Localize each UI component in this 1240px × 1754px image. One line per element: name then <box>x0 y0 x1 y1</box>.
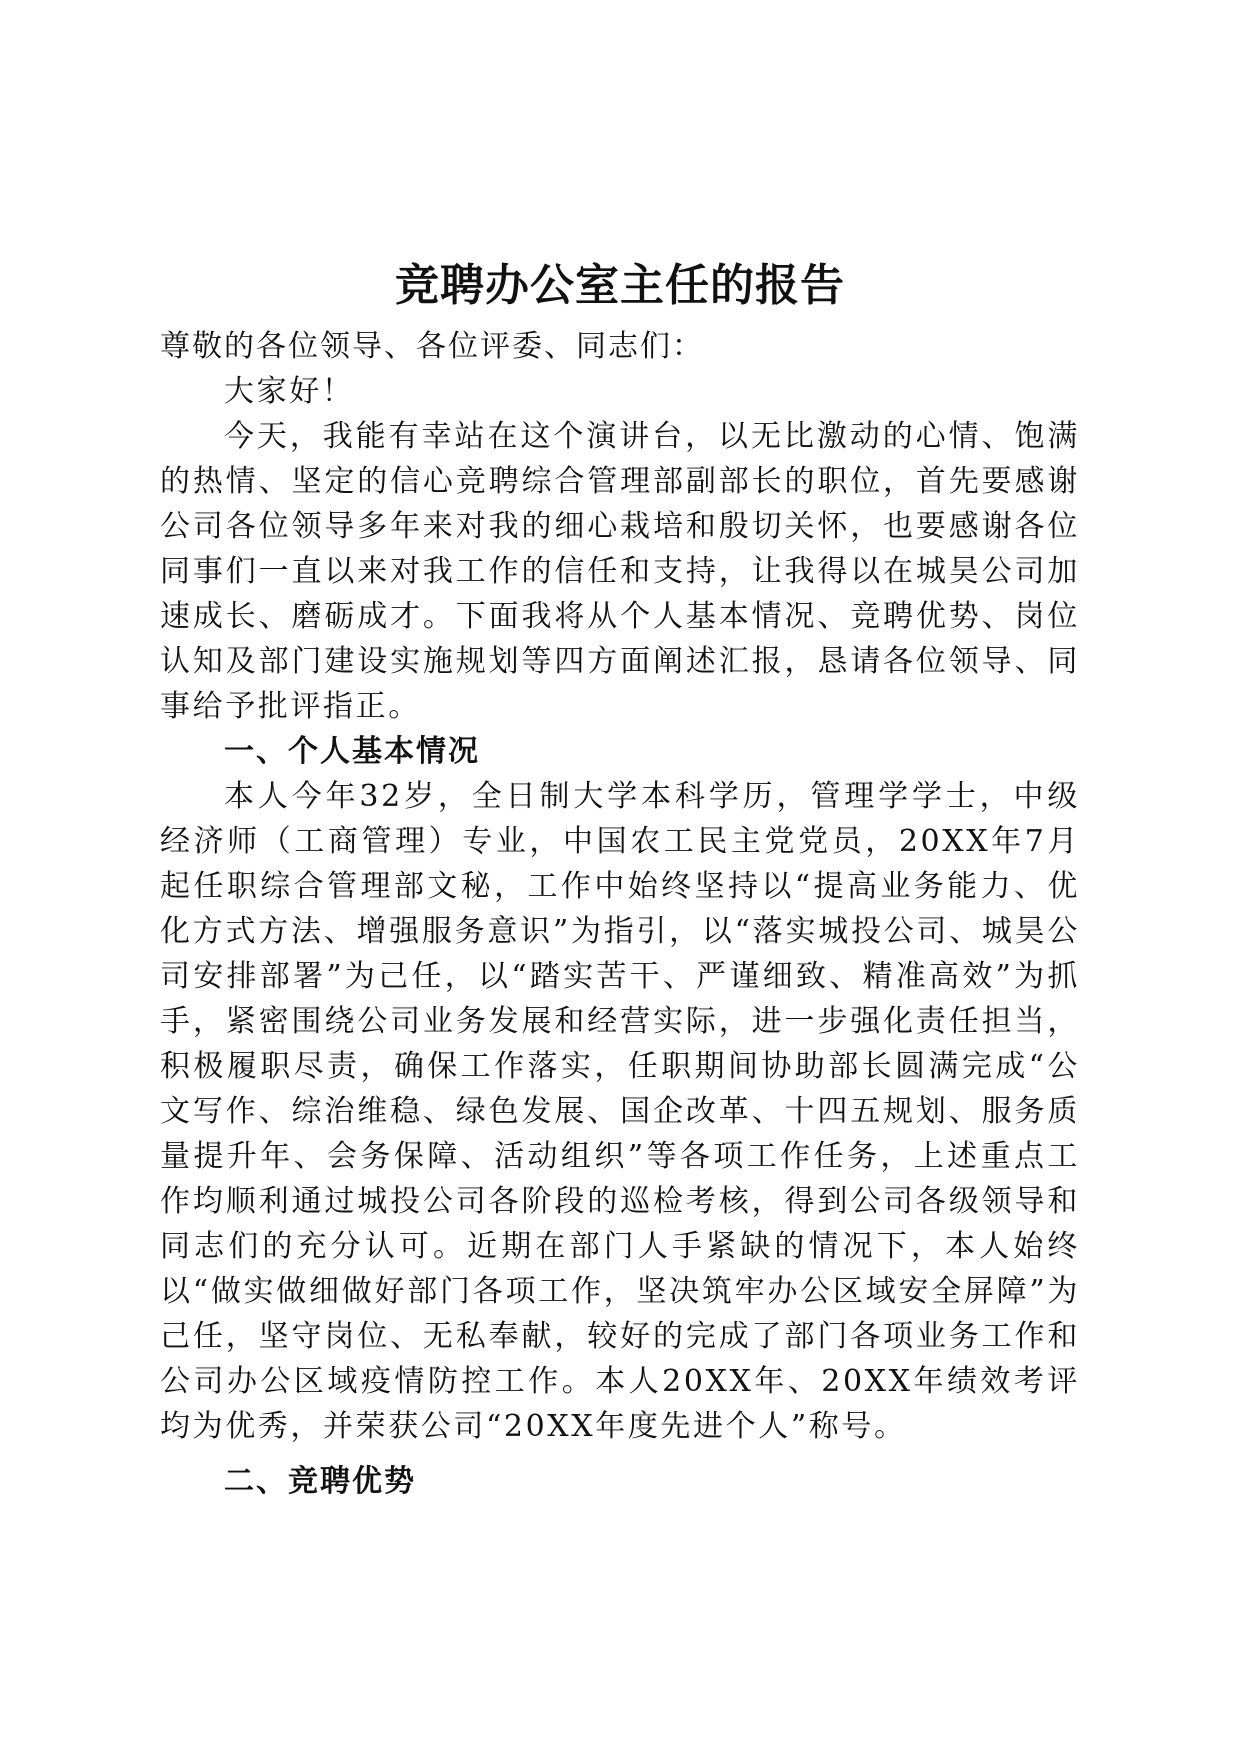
intro-paragraph: 今天，我能有幸站在这个演讲台，以无比激动的心情、饱满的热情、坚定的信心竞聘综合管理部副部长的职位，首先要感谢公司各位领导多年来对我的细心栽培和殷切关怀，也要感谢各位同事们一直以来对我工作的信任和支持，让我得以在城昊公司加速成长、磨砺成才。下面我将从个人基本情况、竞聘优势、岗位认知及部门建设实施规划等四方面阐述汇报，恳请各位领导、同事给予批评指正。 <box>160 419 1080 724</box>
document-title: 竞聘办公室主任的报告 <box>395 260 845 311</box>
personal-info-paragraph: 本人今年32岁，全日制大学本科学历，管理学学士，中级经济师（工商管理）专业，中国农工民主党党员，20XX年7月起任职综合管理部文秘，工作中始终坚持以“提高业务能力、优化方式方法、增强服务意识”为指引，以“落实城投公司、城昊公司安排部署”为己任，以“踏实苦干、严谨细致、精准高效”为抓手，紧密围绕公司业务发展和经营实际，进一步强化责任担当，积极履职尽责，确保工作落实，任职期间协助部长圆满完成“公文写作、综治维稳、绿色发展、国企改革、十四五规划、服务质量提升年、会务保障、活动组织”等各项工作任务，上述重点工作均顺利通过城投公司各阶段的巡检考核，得到公司各级领导和同志们的充分认可。近期在部门人手紧缺的情况下，本人始终以“做实做细做好部门各项工作，坚决筑牢办公区域安全屏障”为己任，坚守岗位、无私奉献，较好的完成了部门各项业务工作和公司办公区域疫情防控工作。本人20XX年、20XX年绩效考评均为优秀，并荣获公司“20XX年度先进个人”称号。 <box>160 779 1080 1444</box>
document-page <box>160 256 1080 1504</box>
section-heading-advantages: 二、竞聘优势 <box>224 1464 416 1499</box>
salutation: 尊敬的各位领导、各位评委、同志们： <box>160 329 704 364</box>
section-heading-personal-info: 一、个人基本情况 <box>224 734 480 769</box>
greeting: 大家好！ <box>224 374 355 409</box>
